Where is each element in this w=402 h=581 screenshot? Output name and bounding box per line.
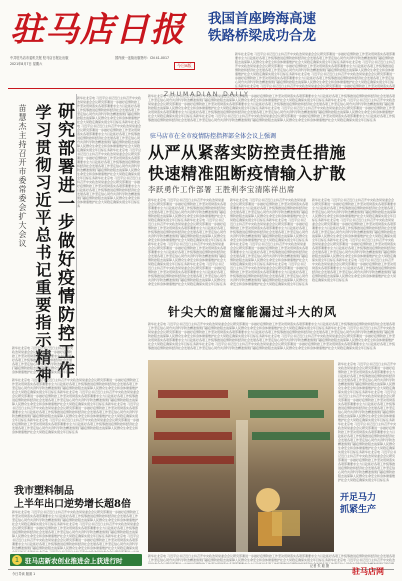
center-deck: 李跃勇作工作部署 王胜利李宝清陈祥出席 xyxy=(148,185,295,194)
photo-shelves xyxy=(148,360,334,552)
masthead-pinyin: ZHUMADIAN DAILY xyxy=(164,91,250,98)
masthead-side-notes xyxy=(235,52,395,90)
feature-title[interactable]: 针尖大的窟窿能漏过斗大的风 xyxy=(168,305,338,319)
bottom-banner[interactable] xyxy=(10,554,142,566)
center-body-col2 xyxy=(230,198,308,294)
center-top-body xyxy=(148,94,396,124)
lead-title[interactable]: 研究部署进一步做好疫情防控工作 xyxy=(54,102,74,380)
center-body-col1 xyxy=(148,198,226,294)
lead-body-lower xyxy=(12,346,74,374)
caption-credit: 记者 朱 聪 摄 xyxy=(310,564,329,568)
bottom-left-body xyxy=(12,510,140,552)
feature-photo xyxy=(148,360,334,552)
bottom-left-title-1[interactable]: 我市塑料制品 xyxy=(14,486,74,497)
banner-text: 驻马店新农创业推进会上获进行时 xyxy=(25,557,123,565)
masthead-info-mid: 国内统一连续出版物号：CN 41-0017 xyxy=(115,56,170,60)
side-body xyxy=(338,362,396,488)
masthead-stamp: 今日8版 xyxy=(174,62,195,70)
photo-caption xyxy=(148,554,396,564)
center-title-1[interactable]: 从严从紧落实防控责任措施 xyxy=(148,143,347,162)
lead-body xyxy=(77,96,141,372)
footer-left: 今日导读 版面 1 xyxy=(12,572,36,576)
masthead-info-left: 中共驻马店市委机关报 驻马店日报社出版 xyxy=(10,56,69,60)
lead-kicker: 苗慧杰主持召开市委常委会扩大会议 xyxy=(18,104,27,248)
feature-body xyxy=(148,322,396,358)
lead-subtitle: 学习贯彻习近平总书记重要指示精神 xyxy=(33,104,52,384)
center-title-2[interactable]: 快速精准阻断疫情输入扩散 xyxy=(148,164,347,183)
center-kicker: 驻马店市在全市疫情防控指挥部全体会议上强调 xyxy=(150,133,277,140)
masthead-logo: 驻马店日报 xyxy=(10,10,185,50)
banner-mark: 1 xyxy=(12,555,22,565)
bottom-left-title-2[interactable]: 上半年出口逆势增长超8倍 xyxy=(14,499,131,510)
masthead-headline[interactable]: 我国首座跨海高速 铁路桥梁成功合龙 xyxy=(208,11,316,44)
footer-watermark: 驻马店网 xyxy=(352,567,384,576)
feature-side-title: 开足马力 抓紧生产 xyxy=(340,493,377,515)
left-mid-body xyxy=(12,378,140,478)
masthead-date: 2021年8月7日 星期六 xyxy=(10,62,43,66)
center-body-col3 xyxy=(312,198,396,294)
